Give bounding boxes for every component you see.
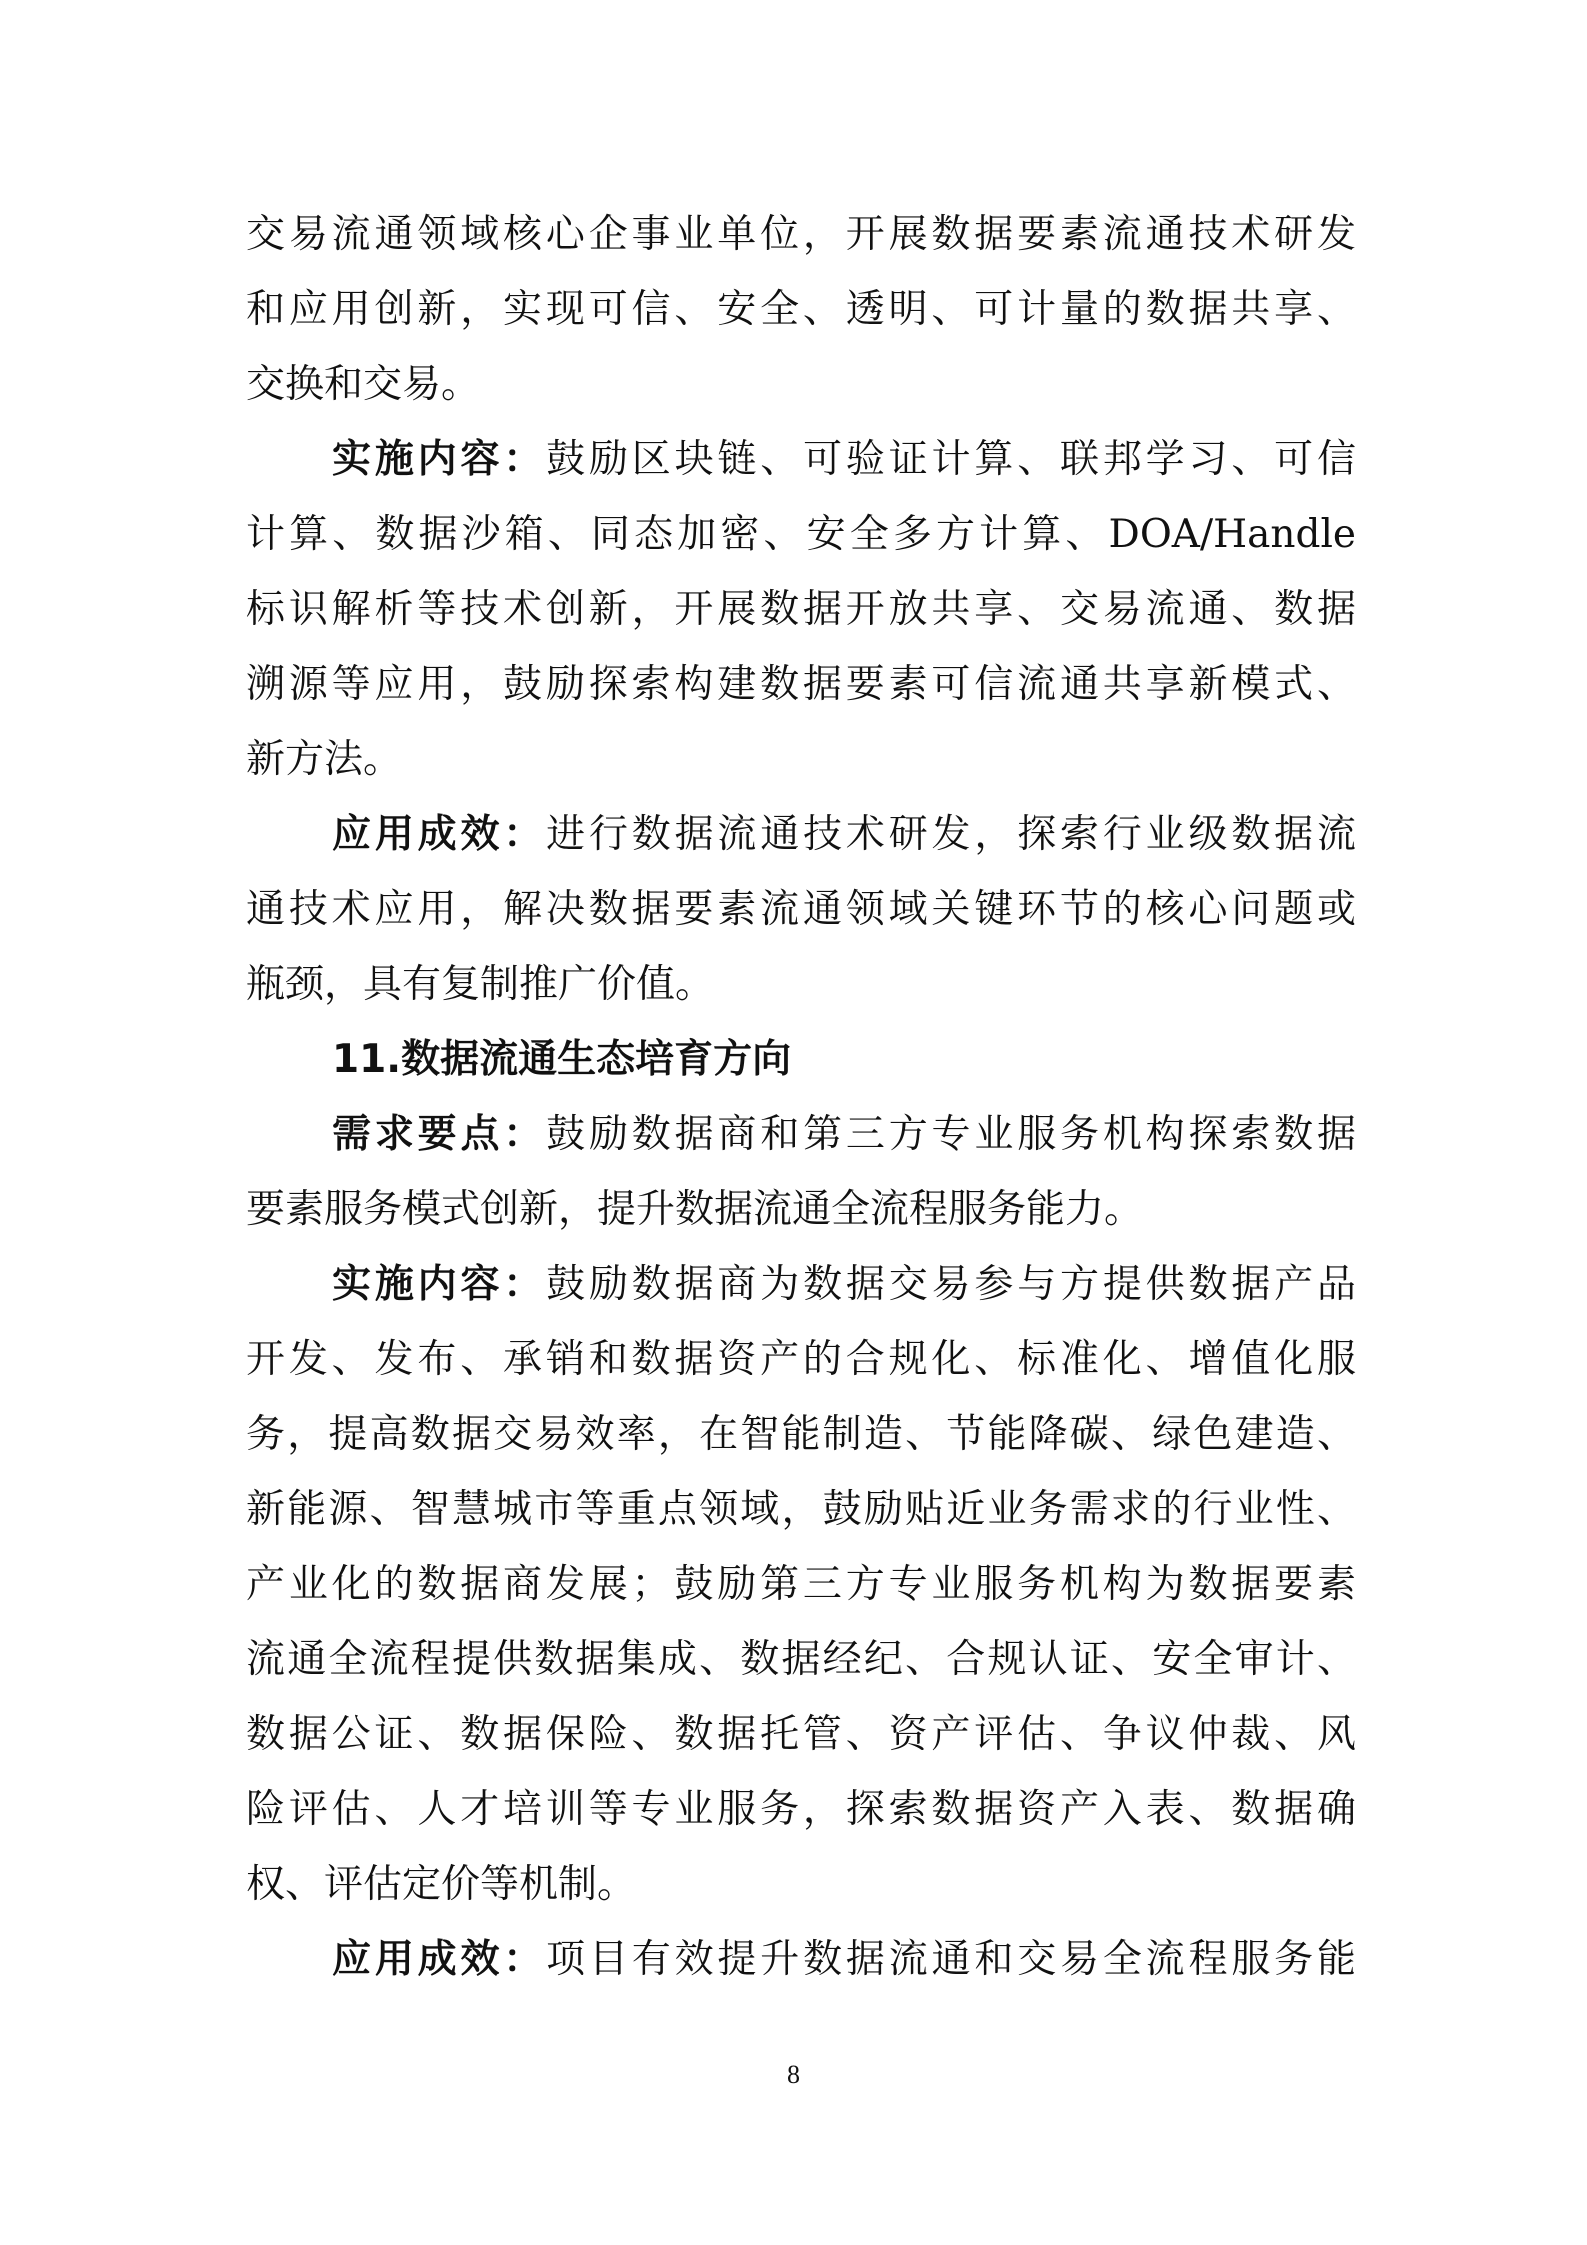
paragraph-text: 鼓励数据商和第三方专业服务机构探索数据 bbox=[546, 1112, 1356, 1157]
paragraph-text: 鼓励数据商为数据交易参与方提供数据产品 bbox=[546, 1262, 1356, 1307]
paragraph-line bbox=[332, 805, 1356, 865]
paragraph-line bbox=[332, 1255, 1356, 1315]
paragraph-line: 数据公证、数据保险、数据托管、资产评估、争议仲裁、风 bbox=[246, 1712, 1356, 1757]
paragraph-line: 瓶颈，具有复制推广价值。 bbox=[246, 962, 715, 1007]
paragraph-line: 新方法。 bbox=[246, 737, 403, 782]
section-label: 实施内容： bbox=[332, 1262, 547, 1307]
section-heading: 11.数据流通生态培育方向 bbox=[332, 1037, 792, 1082]
paragraph-line: 溯源等应用，鼓励探索构建数据要素可信流通共享新模式、 bbox=[246, 662, 1356, 707]
paragraph-text: 进行数据流通技术研发，探索行业级数据流 bbox=[546, 812, 1356, 857]
paragraph-line: 险评估、人才培训等专业服务，探索数据资产入表、数据确 bbox=[246, 1787, 1356, 1832]
section-label: 应用成效： bbox=[332, 812, 547, 857]
paragraph-line: 计算、数据沙箱、同态加密、安全多方计算、DOA/Handle bbox=[246, 512, 1356, 557]
section-label: 实施内容： bbox=[332, 437, 547, 482]
paragraph-line: 和应用创新，实现可信、安全、透明、可计量的数据共享、 bbox=[246, 287, 1356, 332]
paragraph-line: 交换和交易。 bbox=[246, 362, 481, 407]
paragraph-line: 产业化的数据商发展；鼓励第三方专业服务机构为数据要素 bbox=[246, 1562, 1356, 1607]
section-label: 应用成效： bbox=[332, 1937, 547, 1982]
paragraph-line: 务，提高数据交易效率，在智能制造、节能降碳、绿色建造、 bbox=[246, 1412, 1356, 1457]
paragraph-line: 开发、发布、承销和数据资产的合规化、标准化、增值化服 bbox=[246, 1337, 1356, 1382]
paragraph-line: 要素服务模式创新，提升数据流通全流程服务能力。 bbox=[246, 1187, 1144, 1232]
paragraph-line: 标识解析等技术创新，开展数据开放共享、交易流通、数据 bbox=[246, 587, 1356, 632]
page-number: 8 bbox=[787, 2060, 800, 2089]
paragraph-line: 权、评估定价等机制。 bbox=[246, 1862, 637, 1907]
paragraph-line: 交易流通领域核心企事业单位，开展数据要素流通技术研发 bbox=[246, 212, 1356, 257]
paragraph-line bbox=[332, 1105, 1356, 1165]
paragraph-line bbox=[332, 430, 1356, 490]
paragraph-line: 流通全流程提供数据集成、数据经纪、合规认证、安全审计、 bbox=[246, 1637, 1356, 1682]
paragraph-line: 通技术应用，解决数据要素流通领域关键环节的核心问题或 bbox=[246, 887, 1356, 932]
paragraph-text: 项目有效提升数据流通和交易全流程服务能 bbox=[546, 1937, 1356, 1982]
paragraph-text: 鼓励区块链、可验证计算、联邦学习、可信 bbox=[546, 437, 1356, 482]
section-label: 需求要点： bbox=[332, 1112, 547, 1157]
paragraph-line bbox=[332, 1930, 1356, 1990]
paragraph-line: 新能源、智慧城市等重点领域，鼓励贴近业务需求的行业性、 bbox=[246, 1487, 1356, 1532]
